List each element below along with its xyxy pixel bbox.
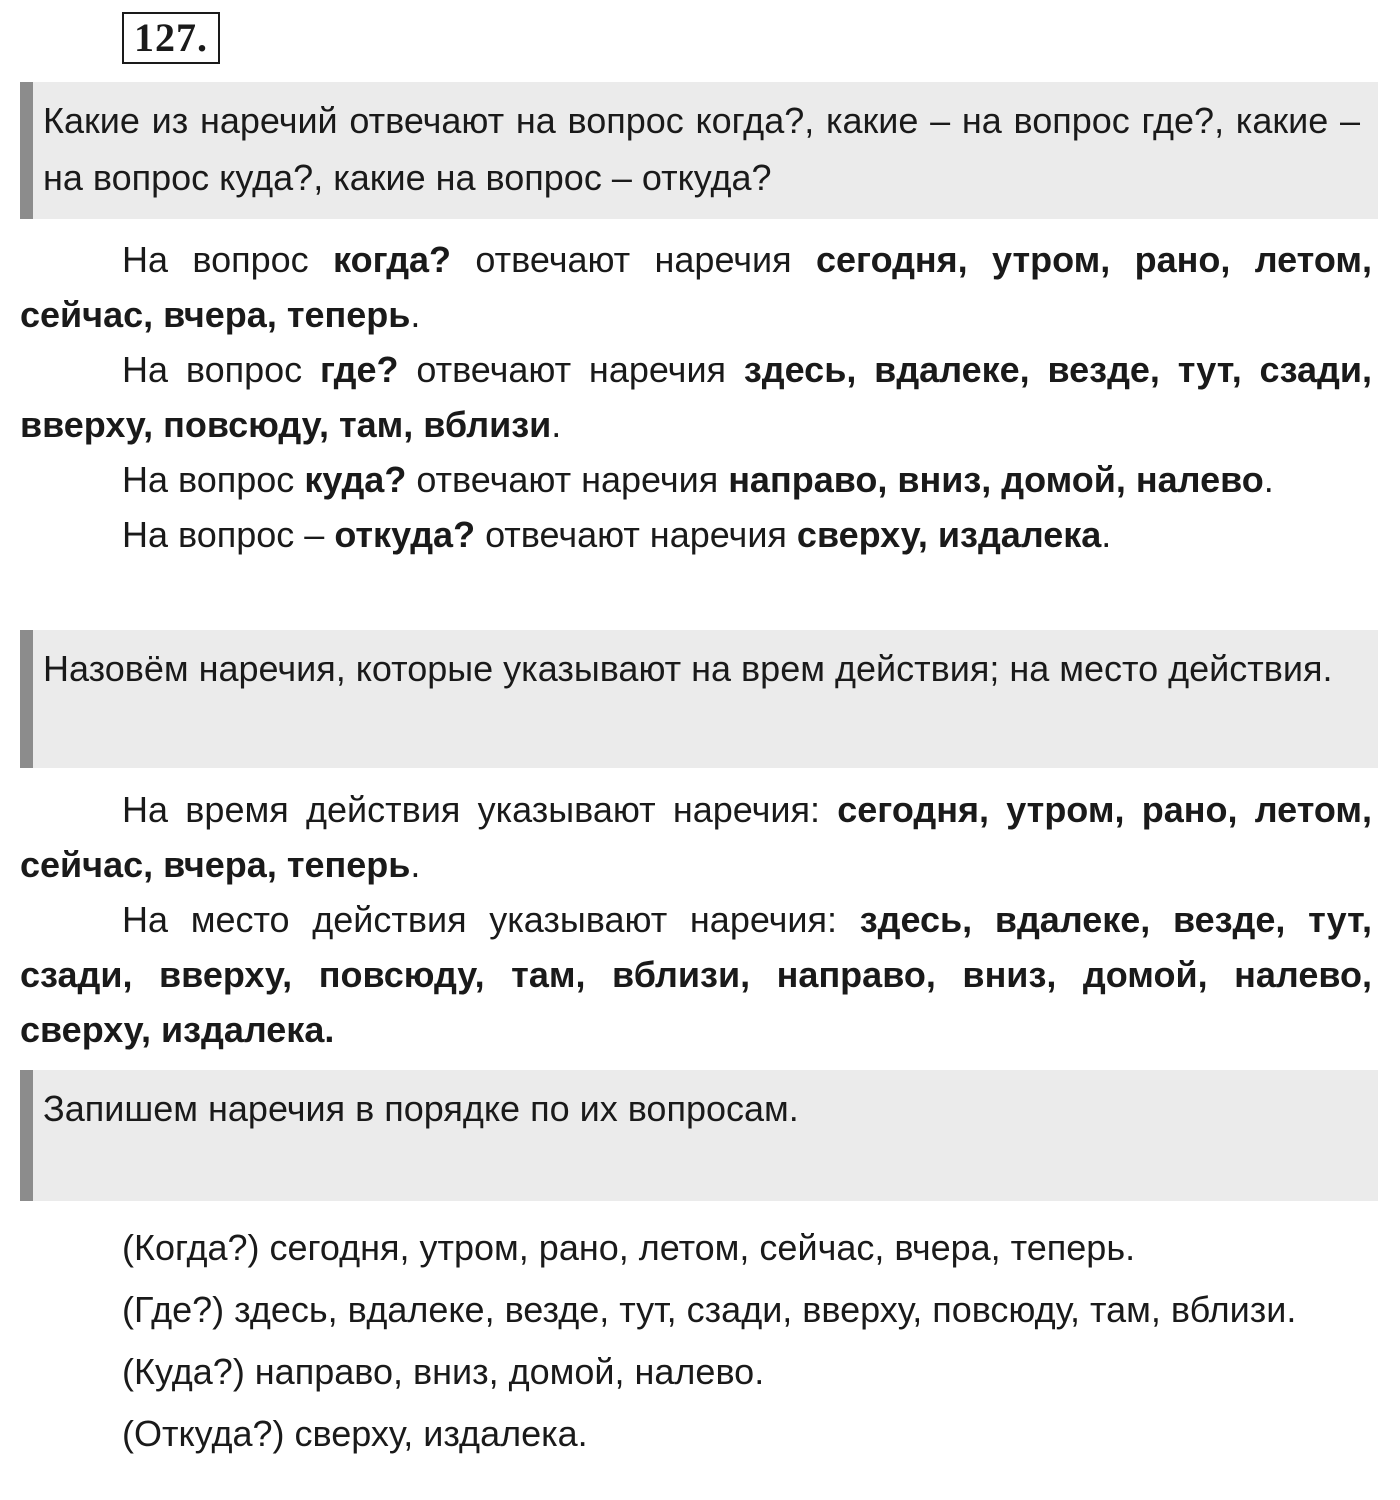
answer-block-3 [20,1218,1372,1466]
answer-line: (Куда?) направо, вниз, домой, налево. [122,1351,765,1392]
question-block-3: Запишем наречия в порядке по их вопросам. [20,1070,1378,1201]
answer-paragraph: На время действия указывают наречия: сегодня, утром, рано, летом, сейчас, вчера, теперь. [20,789,1372,885]
answer-paragraph: На вопрос где? отвечают наречия здесь, вдалеке, везде, тут, сзади, вверху, повсюду, там, вблизи. [20,349,1372,445]
question-block-1: Какие из наречий отвечают на вопрос когда?, какие – на вопрос где?, какие – на вопрос куда?, какие на вопрос – откуда? [20,82,1378,219]
answer-line: (Откуда?) сверху, издалека. [122,1413,588,1454]
task-number: 127. [122,12,220,64]
answer-block-1 [20,232,1372,562]
question-block-2: Назовём наречия, которые указывают на врем действия; на место действия. [20,630,1378,768]
answer-paragraph: На вопрос – откуда? отвечают наречия сверху, издалека. [122,514,1112,555]
answer-block-2 [20,782,1372,1057]
answer-line: (Когда?) сегодня, утром, рано, летом, сейчас, вчера, теперь. [122,1227,1136,1268]
answer-paragraph: На вопрос куда? отвечают наречия направо, вниз, домой, налево. [122,459,1274,500]
answer-paragraph: На место действия указывают наречия: здесь, вдалеке, везде, тут, сзади, вверху, повсюду, там, вблизи, направо, вниз, домой, налево, сверху, издалека. [20,899,1372,1050]
answer-paragraph: На вопрос когда? отвечают наречия сегодня, утром, рано, летом, сейчас, вчера, теперь. [20,239,1372,335]
answer-line: (Где?) здесь, вдалеке, везде, тут, сзади, вверху, повсюду, там, вблизи. [122,1289,1297,1330]
